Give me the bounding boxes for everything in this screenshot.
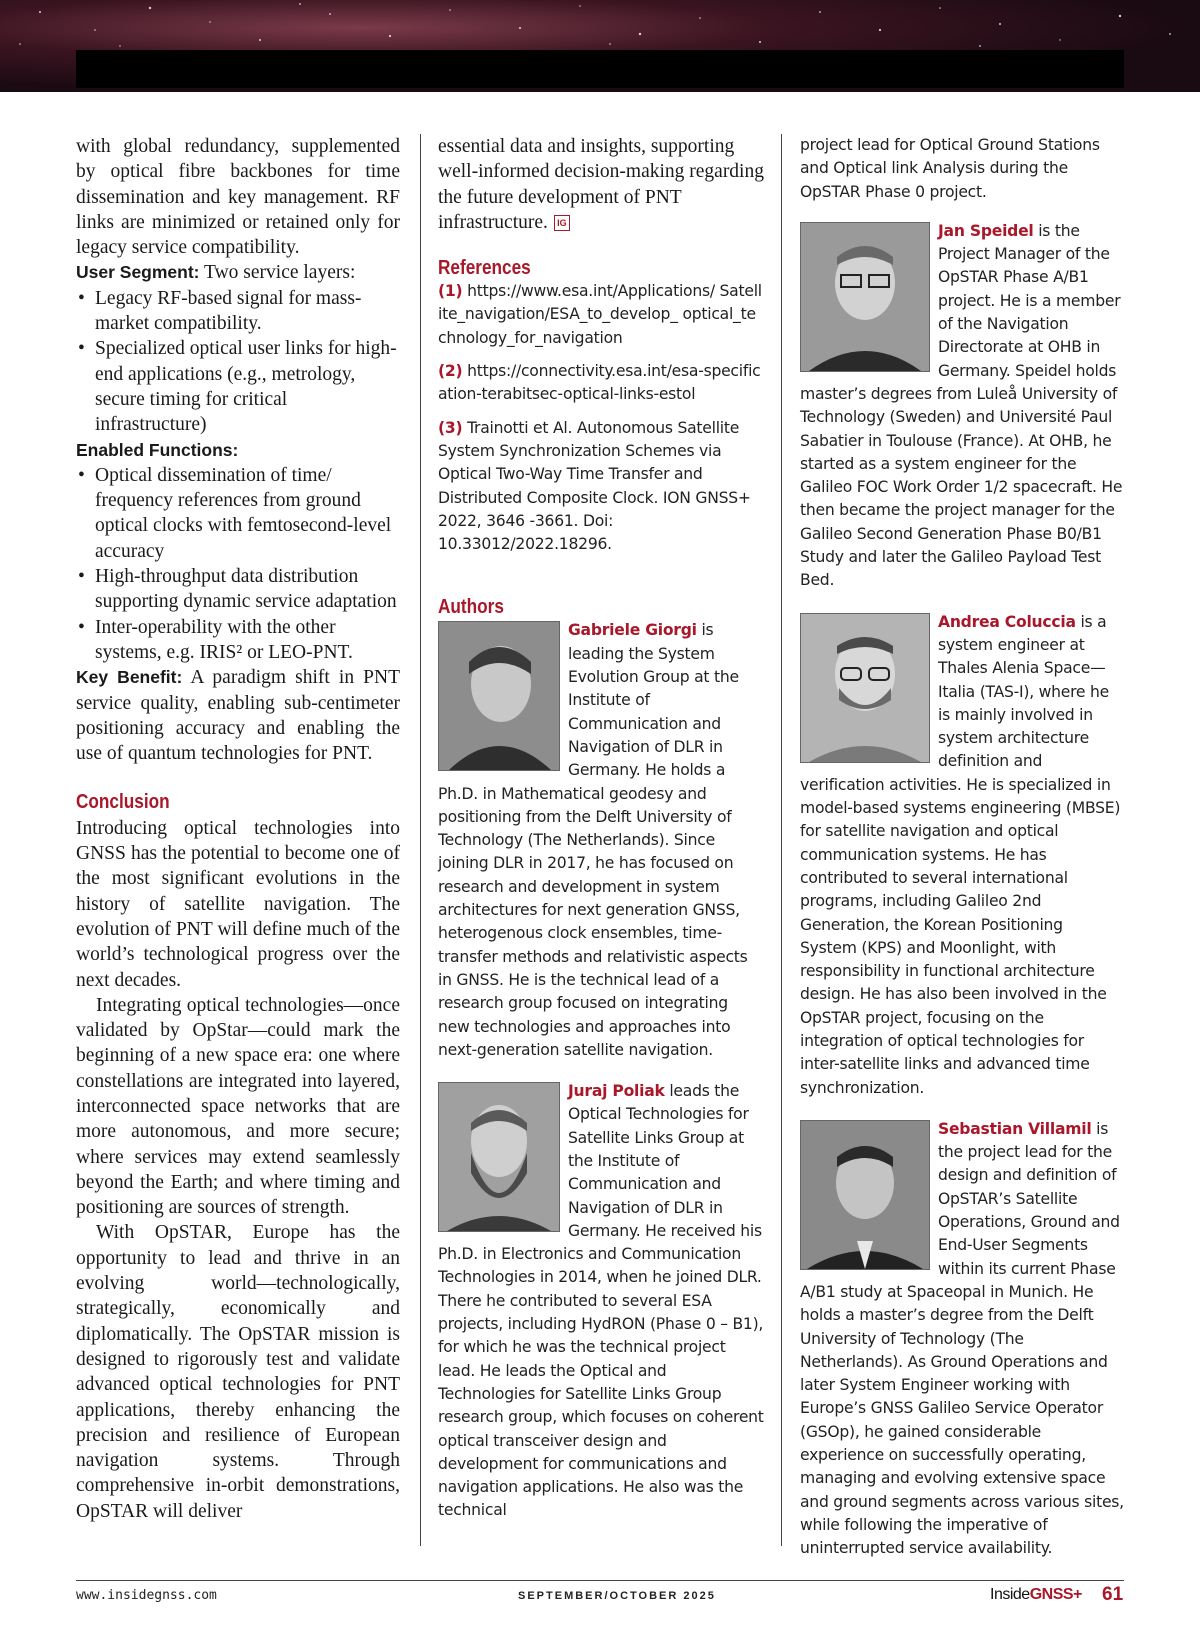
column-divider: [781, 134, 782, 1546]
reference-number: (3): [438, 418, 463, 437]
reference-link[interactable]: https://www.esa.int/Applications/ Satellite_navigation/ESA_to_develop_ optical_technology_for_navigation: [438, 282, 762, 347]
author-bio-coluccia: [800, 593, 1124, 1100]
list-item: • High-throughput data distribution supporting dynamic service adaptation: [76, 564, 400, 615]
end-mark-icon: IG: [554, 215, 570, 231]
conclusion-paragraph: Integrating optical technologies—once validated by OpStar—could mark the beginning of a new space era: one where constellations are integrated into layered, interconnected space networks that are more autonomous, and more secure; where services may extend seamlessly beyond the Earth; and where timing and positioning are sources of strength.: [76, 994, 400, 1219]
conclusion-paragraph: Introducing optical technologies into GNSS has the potential to become one of the most significant evolutions in the history of satellite navigation. The evolution of PNT will define much of the world’s technological progress over the next decades.: [76, 817, 400, 991]
architecture-paragraph: with global redundancy, supplemented by optical fibre backbones for time dissemination and key management. RF links are minimized or retained only for legacy service compatibility.: [76, 136, 400, 259]
footer-url[interactable]: www.insidegnss.com: [76, 1588, 217, 1603]
author-name: Sebastian Villamil: [938, 1119, 1092, 1138]
author-bio-text: is the Project Manager of the OpSTAR Phase A/B1 project. He is a member of the Navigation Directorate at OHB in Germany. Speidel holds master’s degrees from Luleå University of Technology (Sweden) and Université Paul Sabatier in Toulouse (France). At OHB, he started as a system engineer for the Galileo FOC Work Order 1/2 spacecraft. He then became the project manager for the Galileo Second Generation Phase B0/B1 Study and later the Galileo Payload Test Bed.: [800, 221, 1123, 590]
author-bio-text: is leading the System Evolution Group at the Institute of Communication and Navigation of DLR in Germany. He holds a Ph.D. in Mathematical geodesy and positioning from the Delft University of Technology (The Netherlands). Since joining DLR in 2017, he has focused on research and development in system architectures for next generation GNSS, heterogenous clock ensembles, time-transfer methods and relativistic aspects in GNSS. He is the technical lead of a research group focused on integrating new technologies and approaches into next-generation satellite navigation.: [438, 621, 748, 1059]
enabled-functions-heading: Enabled Functions:: [76, 439, 239, 460]
author-name: Gabriele Giorgi: [568, 621, 697, 640]
reference-number: (1): [438, 282, 463, 301]
header-bar: [76, 50, 1124, 88]
author-bio-poliak: [438, 1062, 764, 1523]
list-item: • Legacy RF-based signal for mass-market compatibility.: [76, 286, 400, 337]
column-1: [76, 134, 400, 1524]
brand-gnss: GNSS+: [1029, 1586, 1082, 1603]
user-segment-list: [76, 286, 400, 438]
author-bio-text: is the project lead for the design and definition of OpSTAR’s Satellite Operations, Ground and End-User Segments within its current Phase A/B1 study at Spaceopal in Munich. He holds a master’s degree from the Delft University of Technology (The Netherlands). As Ground Operations and later System Engineer working with Europe’s GNSS Galileo Service Operator (GSOp), he gained considerable experience on successfully operating, managing and evolving extensive space and ground segments across various sites, while following the imperative of uninterrupted service availability.: [800, 1119, 1124, 1558]
author-bio-text: is a system engineer at Thales Alenia Space—Italia (TAS-I), where he is mainly involved in system architecture definition and verification activities. He is specialized in model-based systems engineering (MBSE) for satellite navigation and optical communication systems. He has contributed to several international programs, including Galileo 2nd Generation, the Korean Positioning System (KPS) and Moonlight, with responsibility in functional architecture design. He has also been involved in the OpSTAR project, focusing on the integration of optical technologies for inter-satellite links and advanced time synchronization.: [800, 612, 1121, 1097]
key-benefit-paragraph: [76, 665, 400, 766]
conclusion-paragraph: With OpSTAR, Europe has the opportunity to lead and thrive in an evolving world—technologically, strategically, economically and diplomatically. The OpSTAR mission is designed to rigorously test and validate advanced optical technologies for PNT applications, thereby enhancing the precision and resilience of European navigation systems. Through comprehensive in-orbit demonstrations, OpSTAR will deliver: [76, 1222, 400, 1522]
author-name: Andrea Coluccia: [938, 612, 1076, 631]
author-photo-giorgi: [438, 621, 560, 771]
key-benefit-label: Key Benefit:: [76, 667, 183, 688]
list-item: • Optical dissemination of time/ frequency references from ground optical clocks with femtosecond-level accuracy: [76, 463, 400, 564]
author-bio-text: leads the Optical Technologies for Satellite Links Group at the Institute of Communication and Navigation of DLR in Germany. He received his Ph.D. in Electronics and Communication Technologies in 2014, when he joined DLR. There he contributed to several ESA projects, including HydRON (Phase 0 – B1), for which he was the technical project lead. He leads the Optical and Technologies for Satellite Links Group research group, which focuses on coherent optical transceiver design and development for communications and navigation applications. He also was the technical: [438, 1082, 764, 1520]
closing-text: essential data and insights, supporting well-informed decision-making regarding the future development of PNT infrastructure.: [438, 136, 764, 233]
references-heading: References: [438, 257, 531, 280]
column-3: [800, 134, 1124, 1561]
starfield-banner: [0, 0, 1200, 92]
user-segment-text: Two service layers:: [199, 262, 356, 284]
user-segment-label: User Segment:: [76, 262, 200, 283]
author-photo-coluccia: [800, 613, 930, 763]
reference-number: (2): [438, 362, 463, 381]
author-bio-speidel: [800, 204, 1124, 593]
brand-inside: Inside: [990, 1586, 1030, 1603]
list-item: • Inter-operability with the other systems, e.g. IRIS² or LEO-PNT.: [76, 615, 400, 666]
reference-item: [438, 360, 764, 407]
author-bio-villamil: [800, 1100, 1124, 1561]
reference-link[interactable]: https://connectivity.esa.int/esa-specification-terabitsec-optical-links-estol: [438, 362, 761, 404]
user-segment-paragraph: [76, 260, 400, 285]
author-name: Jan Speidel: [938, 221, 1034, 240]
page-number: 61: [1102, 1584, 1124, 1605]
author-photo-speidel: [800, 222, 930, 372]
reference-item: [438, 417, 764, 557]
reference-text: Trainotti et Al. Autonomous Satellite System Synchronization Schemes via Optical Two-Way Time Transfer and Distributed Composite Clock. ION GNSS+ 2022, 3646 -3661. Doi: 10.33012/2022.18296.: [438, 418, 751, 554]
references-list: [438, 280, 764, 556]
author-photo-poliak: [438, 1082, 560, 1232]
closing-paragraph: [438, 134, 764, 235]
reference-item: [438, 280, 764, 350]
conclusion-heading: Conclusion: [76, 791, 170, 814]
footer-brand-logo: [990, 1586, 1082, 1604]
column-divider: [420, 134, 421, 1546]
enabled-functions-list: [76, 463, 400, 665]
footer-issue: SEPTEMBER/OCTOBER 2025: [518, 1590, 716, 1602]
author-photo-villamil: [800, 1120, 930, 1270]
author-name: Juraj Poliak: [568, 1082, 665, 1101]
list-item: • Specialized optical user links for high-end applications (e.g., metrology, secure timing for critical infrastructure): [76, 336, 400, 437]
enabled-functions-label: [76, 438, 400, 463]
key-benefit-text: A paradigm shift in PNT service quality, enabling sub-centimeter positioning accuracy and enabling the use of quantum technologies for PNT.: [76, 667, 401, 765]
footer-rule: [76, 1580, 1124, 1581]
continued-bio-text: project lead for Optical Ground Stations and Optical link Analysis during the OpSTAR Phase 0 project.: [800, 136, 1100, 201]
column-2: [438, 134, 764, 1523]
author-bio-giorgi: [438, 619, 764, 1062]
authors-heading: Authors: [438, 596, 504, 619]
